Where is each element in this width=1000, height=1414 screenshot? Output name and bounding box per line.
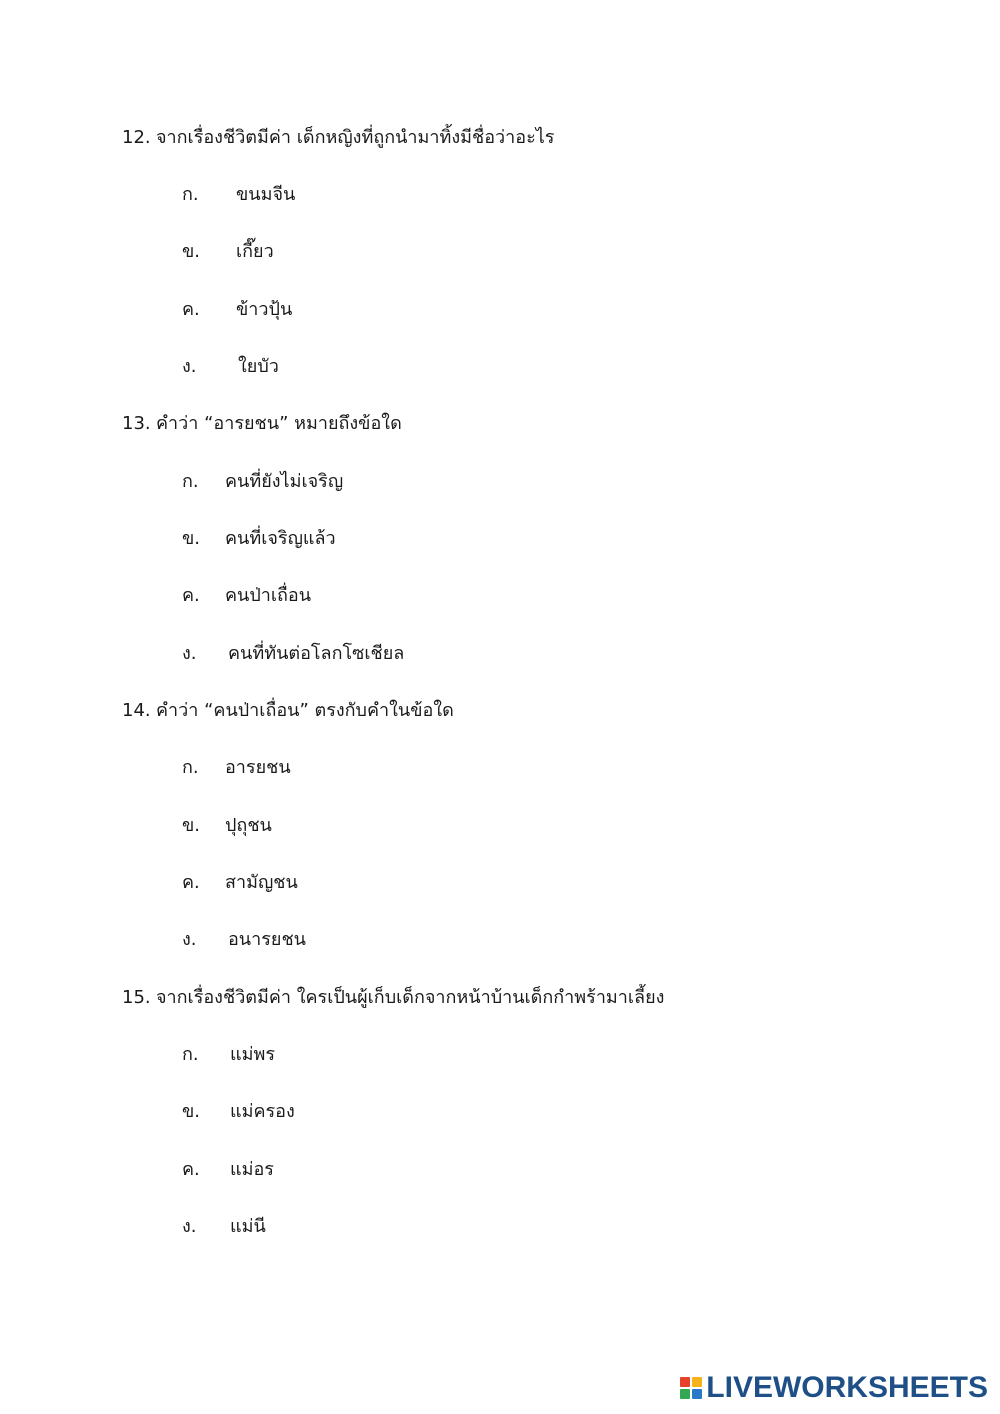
option-text: คนที่ทันต่อโลกโซเชียล <box>228 643 405 664</box>
option-text: แม่อร <box>230 1159 274 1180</box>
question-number: 14. <box>122 700 151 721</box>
option-letter: ง. <box>182 356 197 377</box>
option-text: แม่ครอง <box>230 1101 295 1122</box>
question-text: จากเรื่องชีวิตมีค่า เด็กหญิงที่ถูกนำมาทิ้งมีชื่อว่าอะไร <box>156 127 555 148</box>
option-letter: ก. <box>182 757 199 778</box>
option-letter: ง. <box>182 643 197 664</box>
logo-square-green <box>680 1389 690 1399</box>
option-text: ขนมจีน <box>236 184 296 205</box>
question-text: คำว่า “อารยชน” หมายถึงข้อใด <box>156 413 402 434</box>
logo-square-yellow <box>692 1377 702 1387</box>
option-text: คนที่ยังไม่เจริญ <box>225 471 344 492</box>
brand-name: LIVEWORKSHEETS <box>706 1371 988 1404</box>
option-letter: ก. <box>182 1044 199 1065</box>
option-letter: ก. <box>182 471 199 492</box>
question-text: คำว่า “คนป่าเถื่อน” ตรงกับคำในข้อใด <box>156 700 454 721</box>
liveworksheets-logo-icon <box>680 1377 702 1399</box>
option-letter: ค. <box>182 299 200 320</box>
question-15 <box>122 986 664 1010</box>
option-letter: ง. <box>182 1216 197 1237</box>
option-text: คนที่เจริญแล้ว <box>225 528 336 549</box>
liveworksheets-brand <box>680 1372 988 1404</box>
question-number: 13. <box>122 413 151 434</box>
option-text: แม่นี <box>230 1216 266 1237</box>
question-text: จากเรื่องชีวิตมีค่า ใครเป็นผู้เก็บเด็กจากหน้าบ้านเด็กกำพร้ามาเลี้ยง <box>156 987 665 1008</box>
option-text: อนารยชน <box>228 929 306 950</box>
option-text: คนป่าเถื่อน <box>225 585 312 606</box>
option-text: ใยบัว <box>238 356 279 377</box>
option-letter: ง. <box>182 929 197 950</box>
logo-square-red <box>680 1377 690 1387</box>
option-letter: ค. <box>182 585 200 606</box>
option-text: ข้าวปุ้น <box>236 299 293 320</box>
option-letter: ค. <box>182 872 200 893</box>
question-14 <box>122 699 454 723</box>
option-letter: ข. <box>182 241 201 262</box>
question-13 <box>122 412 402 436</box>
option-text: อารยชน <box>225 757 291 778</box>
option-letter: ข. <box>182 1101 201 1122</box>
option-letter: ข. <box>182 815 201 836</box>
option-letter: ข. <box>182 528 201 549</box>
question-number: 12. <box>122 127 151 148</box>
option-text: เกี๊ยว <box>236 241 274 262</box>
option-letter: ค. <box>182 1159 200 1180</box>
option-letter: ก. <box>182 184 199 205</box>
option-text: ปุถุชน <box>225 815 272 836</box>
question-number: 15. <box>122 987 151 1008</box>
logo-square-blue <box>692 1389 702 1399</box>
option-text: แม่พร <box>230 1044 275 1065</box>
question-12 <box>122 126 554 150</box>
option-text: สามัญชน <box>225 872 298 893</box>
